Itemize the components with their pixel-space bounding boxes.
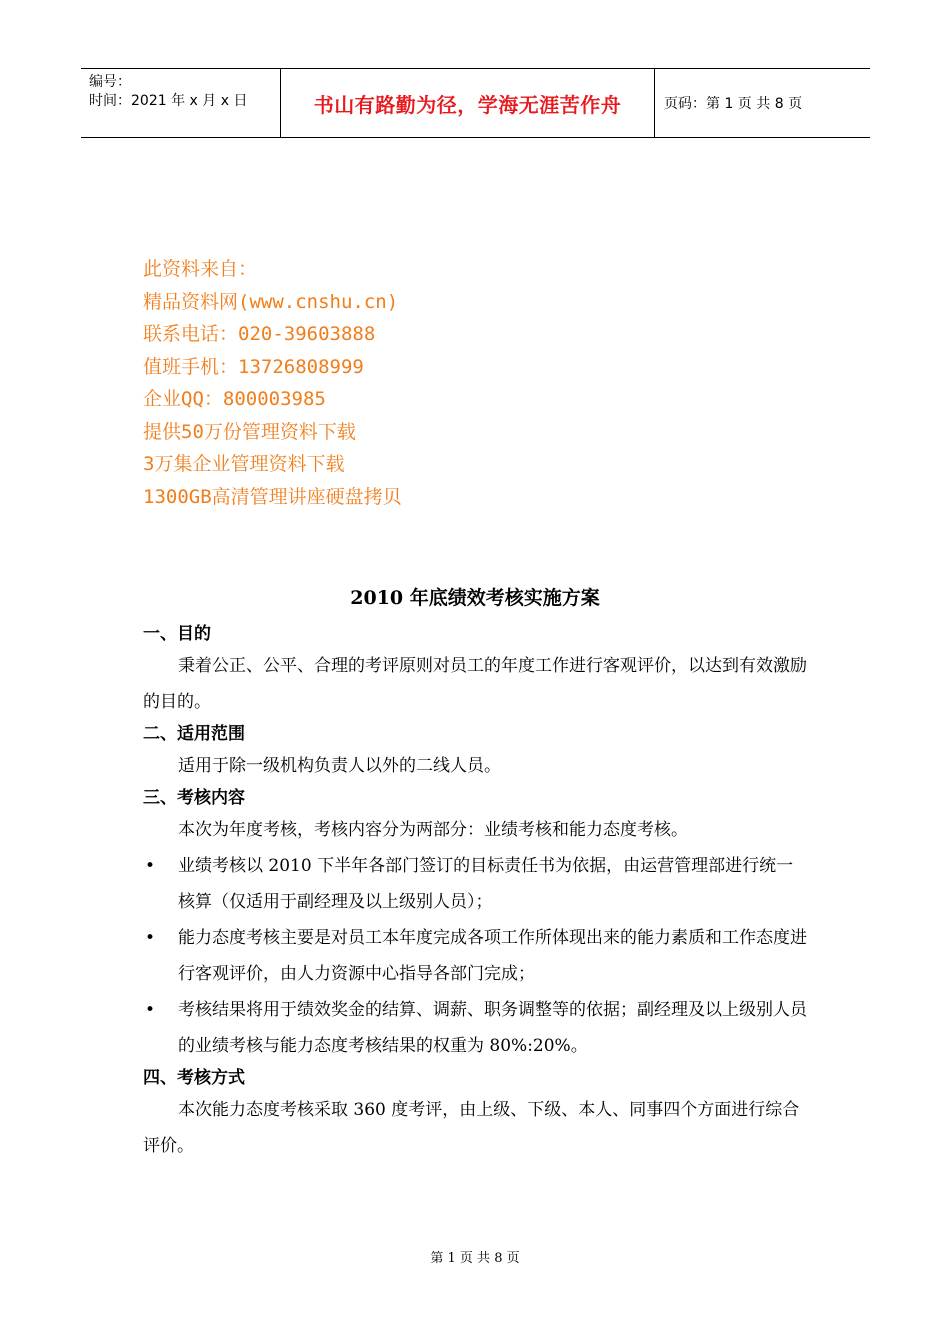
bullet-list [143,848,808,1064]
document-title: 2010 年底绩效考核实施方案 [350,587,600,609]
number-label: 编号： [89,74,131,90]
list-item [143,848,808,920]
section-heading: 一、目的 [143,624,211,644]
paragraph: 适用于除一级机构负责人以外的二线人员。 [178,756,501,776]
time-label: 时间：2021 年 x 月 x 日 [89,93,248,109]
bullet-icon: • [145,928,156,948]
promo-line: 值班手机：13726808999 [143,355,364,378]
list-item-text: 业绩考核以 2010 下半年各部门签订的目标责任书为依据，由运营管理部进行统一核算（仅适用于副经理及以上级别人员）； [178,856,794,912]
promo-line: 1300GB高清管理讲座硬盘拷贝 [143,485,402,508]
bullet-icon: • [145,856,156,876]
header-page-info-cell [655,69,870,137]
promo-line: 企业QQ：800003985 [143,388,326,410]
list-item-text: 考核结果将用于绩效奖金的结算、调薪、职务调整等的依据；副经理及以上级别人员的业绩考核与能力态度考核结果的权重为 80%:20%。 [178,1000,807,1056]
page-info: 页码：第 1 页 共 8 页 [664,96,803,112]
section-heading: 三、考核内容 [143,788,245,808]
bullet-icon: • [145,1000,156,1020]
promo-line: 提供50万份管理资料下载 [143,420,356,443]
section-heading: 四、考核方式 [143,1068,245,1088]
paragraph: 本次能力态度考核采取 360 度考评，由上级、下级、本人、同事四个方面进行综合评价。 [143,1100,800,1156]
promo-line: 3万集企业管理资料下载 [143,453,345,475]
list-item-text: 能力态度考核主要是对员工本年度完成各项工作所体现出来的能力素质和工作态度进行客观评价，由人力资源中心指导各部门完成； [178,928,807,984]
paragraph: 秉着公正、公平、合理的考评原则对员工的年度工作进行客观评价，以达到有效激励的目的。 [143,656,807,712]
list-item [143,920,808,992]
promo-line: 联系电话：020-39603888 [143,323,376,345]
list-item [143,992,808,1064]
header-meta [81,69,281,137]
promo-block [143,253,402,513]
section-heading: 二、适用范围 [143,724,245,744]
promo-line: 此资料来自： [143,258,258,280]
document-body [143,620,808,1164]
promo-line: 精品资料网(www.cnshu.cn) [143,290,399,313]
motto-text: 书山有路勤为径，学海无涯苦作舟 [313,92,622,117]
page-footer: 第 1 页 共 8 页 [430,1251,520,1266]
paragraph: 本次为年度考核，考核内容分为两部分：业绩考核和能力态度考核。 [178,820,688,840]
header-motto-cell [281,69,655,137]
header-table [81,68,870,138]
